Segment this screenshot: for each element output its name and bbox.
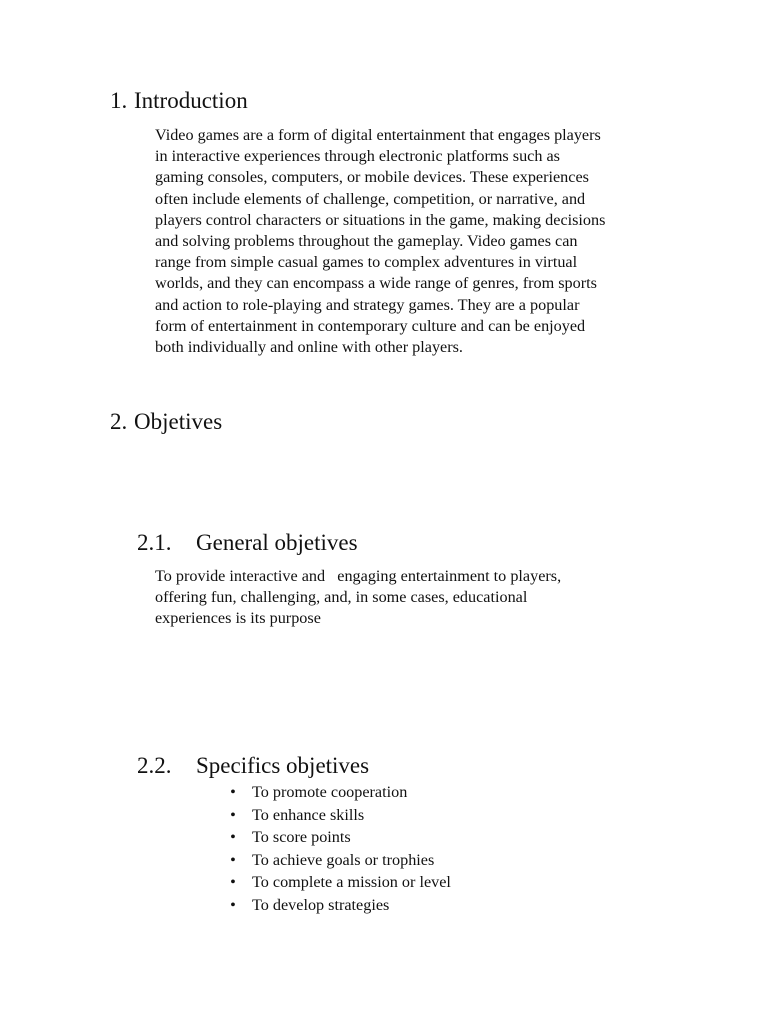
general-line: To provide interactive and engaging entertainment to players, <box>155 567 562 585</box>
intro-line: Video games are a form of digital entertainment that engages players <box>155 126 601 144</box>
specific-objectives-list <box>228 781 451 916</box>
intro-line: range from simple casual games to complex adventures in virtual <box>155 253 578 272</box>
general-line: experiences is its purpose <box>155 609 321 628</box>
intro-line: worlds, and they can encompass a wide range of genres, from sports <box>155 274 597 293</box>
general-objectives-title: General objetives <box>196 530 358 555</box>
list-item <box>228 781 451 804</box>
list-item <box>228 849 451 872</box>
general-objectives-paragraph <box>155 566 561 630</box>
bullet-icon: • <box>230 828 236 846</box>
general-line: offering fun, challenging, and, in some cases, educational <box>155 588 528 607</box>
list-item-text: To score points <box>252 828 351 846</box>
bullet-icon: • <box>230 805 236 824</box>
bullet-icon: • <box>230 895 236 914</box>
list-item <box>228 871 451 894</box>
general-objectives-heading <box>137 529 358 557</box>
list-item <box>228 894 451 917</box>
specific-objectives-number: 2.2. <box>137 753 172 778</box>
intro-heading <box>110 87 248 115</box>
intro-line: form of entertainment in contemporary culture and can be enjoyed <box>155 316 586 335</box>
list-item-text: To promote cooperation <box>252 783 408 801</box>
list-item-text: To develop strategies <box>252 895 390 914</box>
bullet-icon: • <box>230 783 236 801</box>
intro-heading-title: Introduction <box>134 88 248 113</box>
bullet-icon: • <box>230 850 236 869</box>
objectives-heading-title: Objetives <box>134 409 223 434</box>
bullet-icon: • <box>230 873 236 891</box>
objectives-heading <box>110 408 222 436</box>
intro-line: often include elements of challenge, competition, or narrative, and <box>155 189 586 208</box>
general-objectives-number: 2.1. <box>137 530 172 555</box>
intro-line: both individually and online with other players. <box>155 338 463 357</box>
list-item-text: To complete a mission or level <box>252 873 451 891</box>
list-item-text: To achieve goals or trophies <box>252 850 435 869</box>
list-item-text: To enhance skills <box>252 805 365 824</box>
intro-line: and action to role-playing and strategy games. They are a popular <box>155 295 580 314</box>
specific-objectives-heading <box>137 752 369 780</box>
list-item <box>228 804 451 827</box>
intro-paragraph <box>155 125 605 358</box>
intro-heading-number: 1. <box>110 88 128 113</box>
intro-line: players control characters or situations in the game, making decisions <box>155 210 606 229</box>
objectives-heading-number: 2. <box>110 409 128 434</box>
intro-line: in interactive experiences through electronic platforms such as <box>155 147 560 166</box>
list-item <box>228 826 451 849</box>
specific-objectives-title: Specifics objetives <box>196 753 370 778</box>
intro-line: and solving problems throughout the gameplay. Video games can <box>155 232 578 251</box>
intro-line: gaming consoles, computers, or mobile devices. These experiences <box>155 168 589 187</box>
